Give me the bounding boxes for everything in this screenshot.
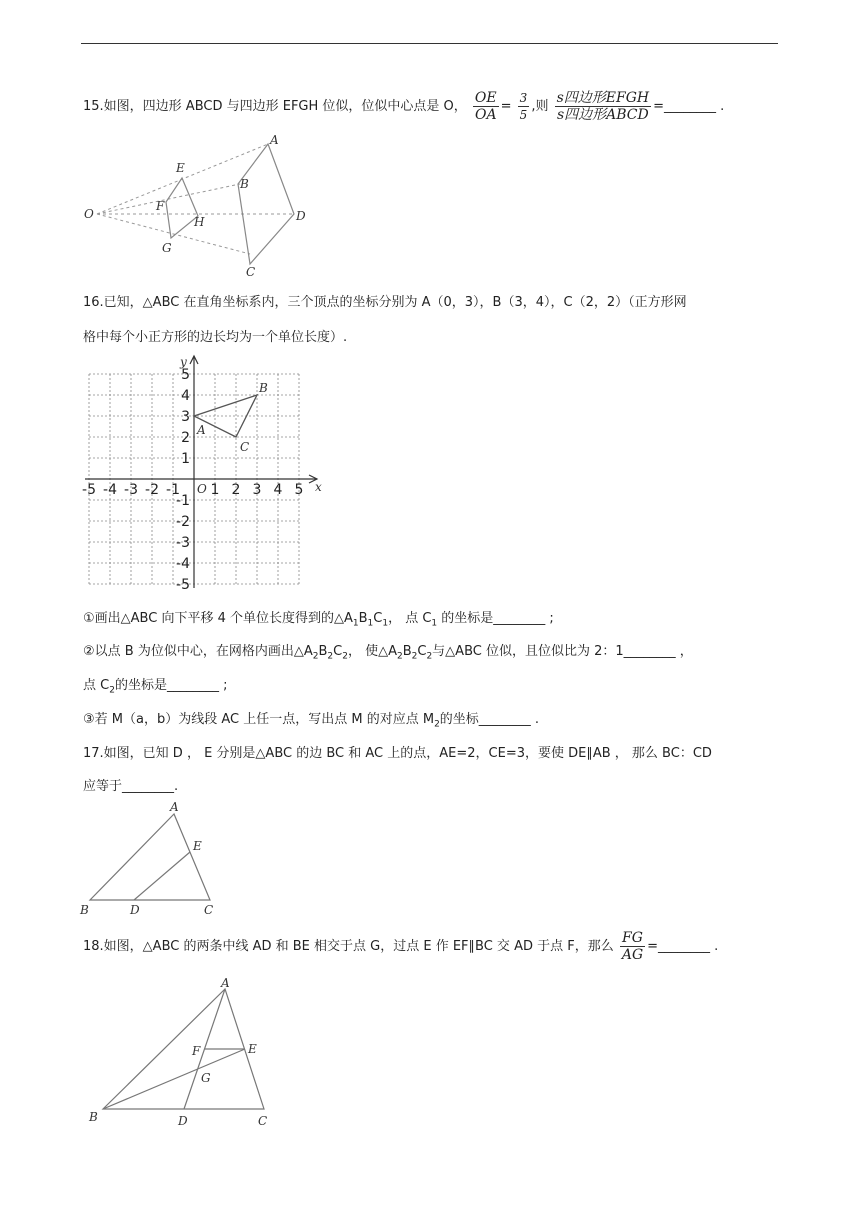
y-tick-label: 2 bbox=[181, 430, 190, 446]
y-tick-label: 4 bbox=[181, 388, 190, 404]
y-tick-label: -5 bbox=[176, 577, 190, 593]
question-17-line2: 应等于________. bbox=[83, 779, 179, 794]
q18-medians-figure bbox=[86, 975, 281, 1135]
q16-item2-d: ， 使△A bbox=[347, 644, 397, 659]
q15-label-o: O bbox=[84, 207, 94, 221]
q15-frac3-num: s四边形EFGH bbox=[556, 90, 650, 106]
x-tick-label: -3 bbox=[124, 482, 138, 498]
q16-item2-sub3: 2 bbox=[342, 651, 348, 662]
y-tick-label: -1 bbox=[176, 493, 190, 509]
question-16-line1: 16.已知，△ABC 在直角坐标系内，三个顶点的坐标分别为 A（0，3），B（3，4），C（2，2）（正方形网 bbox=[83, 295, 687, 310]
q18-label-f: F bbox=[192, 1044, 201, 1058]
q16-item2-g: 与△ABC 位似，且位似比为 2：1________ ， bbox=[432, 644, 693, 659]
y-tick-label: -2 bbox=[176, 514, 190, 530]
q16-item-1 bbox=[83, 610, 554, 633]
question-17-line1: 17.如图，已知 D ， E 分别是△ABC 的边 BC 和 AC 上的点，AE=2，CE=3，要使 DE∥AB ， 那么 BC：CD bbox=[83, 746, 712, 761]
q16-item2-sub1: 2 bbox=[312, 651, 319, 662]
q15-label-e: E bbox=[176, 161, 185, 175]
q15-eq: = bbox=[500, 99, 512, 114]
q15-text-c: =________ . bbox=[653, 99, 725, 114]
q17-label-c: C bbox=[204, 903, 214, 917]
q18-label-b: B bbox=[89, 1110, 98, 1124]
question-16-line2: 格中每个小正方形的边长均为一个单位长度）. bbox=[83, 330, 348, 345]
point-label-c: C bbox=[240, 440, 250, 454]
origin-label: O bbox=[197, 482, 207, 496]
q16-item2-c: C bbox=[333, 644, 343, 659]
q16-item-2-line2 bbox=[83, 677, 227, 700]
q15-label-d: D bbox=[296, 209, 306, 223]
q16-item2-sub5: 2 bbox=[411, 651, 418, 662]
q16-item-3 bbox=[83, 711, 539, 734]
q16-item1-c: C bbox=[373, 611, 383, 626]
question-18-text bbox=[83, 930, 718, 963]
q16-item1-a: ①画出△ABC 向下平移 4 个单位长度得到的△A bbox=[83, 611, 353, 626]
q18-label-a: A bbox=[221, 976, 230, 990]
q16-item1-sub4: 1 bbox=[431, 618, 438, 629]
x-tick-label: 4 bbox=[273, 482, 283, 498]
x-tick-label: -2 bbox=[145, 482, 159, 498]
q16-item-2 bbox=[83, 643, 693, 666]
q15-label-b: B bbox=[240, 177, 249, 191]
q15-fraction-areas bbox=[555, 90, 652, 123]
q17-label-a: A bbox=[170, 800, 179, 814]
q16-item2-sub4: 2 bbox=[396, 651, 403, 662]
q18-text-b: =________ . bbox=[647, 939, 719, 954]
q15-frac2-den: 5 bbox=[519, 108, 528, 122]
q15-frac3-den: s四边形ABCD bbox=[556, 107, 649, 123]
q15-label-h: H bbox=[194, 215, 205, 229]
q16-item2-e: B bbox=[402, 644, 412, 659]
x-tick-label: -4 bbox=[103, 482, 117, 498]
x-tick-label: 2 bbox=[231, 482, 241, 498]
y-tick-label: -4 bbox=[176, 556, 190, 572]
q16-item2-sub2: 2 bbox=[327, 651, 334, 662]
q16-item1-d: ， 点 C bbox=[388, 611, 432, 626]
q15-text-a: 15.如图，四边形 ABCD 与四边形 EFGH 位似，位似中心点是 O， bbox=[83, 99, 467, 114]
q16-coordinate-grid bbox=[80, 354, 325, 594]
q16-item1-b: B bbox=[358, 611, 368, 626]
y-axis-label: y bbox=[180, 355, 187, 369]
y-tick-label: -3 bbox=[176, 535, 190, 551]
question-15-text bbox=[83, 90, 724, 123]
q17-triangle-figure bbox=[78, 800, 228, 918]
x-tick-label: -1 bbox=[166, 482, 180, 498]
y-tick-label: 5 bbox=[181, 367, 190, 383]
q15-frac1-num: OE bbox=[474, 90, 497, 106]
q16-item2-sub6: 2 bbox=[426, 651, 433, 662]
x-tick-label: -5 bbox=[82, 482, 96, 498]
q16-item3-a: ③若 M（a，b）为线段 AC 上任一点，写出点 M 的对应点 M bbox=[83, 712, 435, 727]
header-rule bbox=[81, 43, 778, 44]
q16-item2-b: B bbox=[318, 644, 328, 659]
q16-item2-line2-sub: 2 bbox=[109, 685, 115, 696]
q16-item1-sub3: 1 bbox=[382, 618, 389, 629]
q15-text-b: ,则 bbox=[531, 99, 549, 114]
y-tick-label: 3 bbox=[181, 409, 190, 425]
q15-fraction-3-5 bbox=[518, 90, 530, 123]
point-label-a: A bbox=[197, 423, 206, 437]
q17-label-e: E bbox=[193, 839, 202, 853]
q15-frac2-num: 3 bbox=[519, 91, 528, 105]
q15-label-c: C bbox=[246, 265, 256, 279]
q16-item2-f: C bbox=[417, 644, 427, 659]
x-tick-label: 5 bbox=[294, 482, 304, 498]
q18-label-g: G bbox=[201, 1071, 211, 1085]
q18-fraction-fg-ag bbox=[620, 930, 645, 963]
q15-label-a: A bbox=[270, 133, 279, 147]
q16-item1-e: 的坐标是________ ; bbox=[437, 611, 554, 626]
q16-item2-line2-a: 点 C bbox=[83, 678, 110, 693]
q15-frac1-den: OA bbox=[474, 107, 497, 123]
y-tick-label: 1 bbox=[181, 451, 190, 467]
q15-fraction-oe-oa bbox=[473, 90, 499, 123]
q15-homothety-figure bbox=[80, 130, 320, 280]
q17-label-b: B bbox=[80, 903, 89, 917]
q18-text-a: 18.如图，△ABC 的两条中线 AD 和 BE 相交于点 G，过点 E 作 EF∥BC 交 AD 于点 F，那么 bbox=[83, 939, 614, 954]
q16-item3-b: 的坐标________ . bbox=[439, 712, 540, 727]
q18-label-c: C bbox=[258, 1114, 268, 1128]
q18-label-d: D bbox=[178, 1114, 188, 1128]
q15-label-g: G bbox=[162, 241, 172, 255]
q18-frac-num: FG bbox=[620, 930, 645, 947]
q18-frac-den: AG bbox=[621, 947, 644, 963]
q18-label-e: E bbox=[248, 1042, 257, 1056]
q16-item2-line2-b: 的坐标是________ ; bbox=[114, 678, 228, 693]
x-axis-label: x bbox=[315, 480, 322, 494]
q16-item1-sub1: 1 bbox=[352, 618, 359, 629]
q15-label-f: F bbox=[156, 199, 165, 213]
x-tick-label: 1 bbox=[210, 482, 220, 498]
point-label-b: B bbox=[259, 381, 268, 395]
q16-item1-sub2: 1 bbox=[367, 618, 374, 629]
q16-item2-a: ②以点 B 为位似中心，在网格内画出△A bbox=[83, 644, 313, 659]
q17-label-d: D bbox=[130, 903, 140, 917]
x-tick-label: 3 bbox=[252, 482, 262, 498]
q16-item3-sub: 2 bbox=[434, 719, 440, 730]
